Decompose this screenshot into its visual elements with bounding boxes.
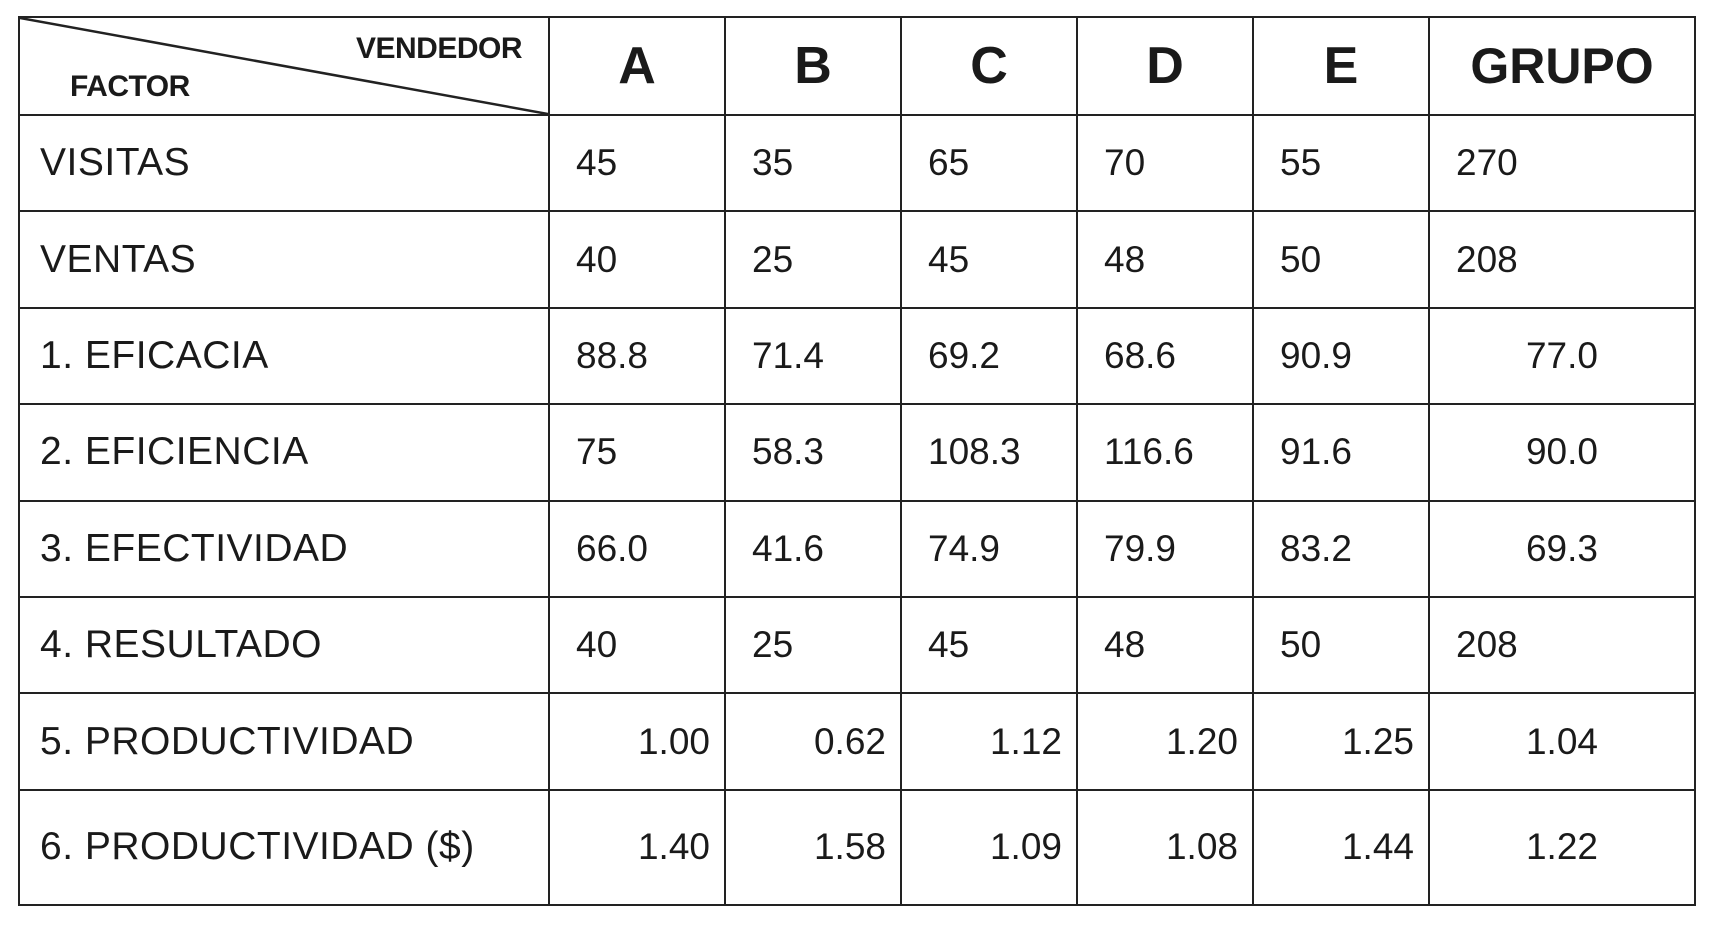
row-label: 1. EFICACIA [19,308,549,404]
table-row [19,693,1695,789]
table-cell: 116.6 [1077,404,1253,500]
table-row [19,790,1695,905]
table-cell: 50 [1253,597,1429,693]
table-cell: 90.0 [1429,404,1695,500]
column-header-d: D [1077,17,1253,115]
row-label: VISITAS [19,115,549,211]
table-row [19,597,1695,693]
table-row [19,404,1695,500]
table-cell: 55 [1253,115,1429,211]
table-cell: 58.3 [725,404,901,500]
table-cell: 1.00 [549,693,725,789]
table-cell: 74.9 [901,501,1077,597]
table-cell: 1.40 [549,790,725,905]
factor-label: FACTOR [70,70,190,103]
table-cell: 77.0 [1429,308,1695,404]
row-label: 5. PRODUCTIVIDAD [19,693,549,789]
table-cell: 208 [1429,211,1695,307]
table-cell: 1.04 [1429,693,1695,789]
table-cell: 1.22 [1429,790,1695,905]
table-cell: 69.2 [901,308,1077,404]
table-cell: 41.6 [725,501,901,597]
table-cell: 71.4 [725,308,901,404]
table-cell: 48 [1077,597,1253,693]
table-cell: 91.6 [1253,404,1429,500]
table-cell: 50 [1253,211,1429,307]
table-cell: 75 [549,404,725,500]
row-label: 3. EFECTIVIDAD [19,501,549,597]
table-row [19,211,1695,307]
row-label: 2. EFICIENCIA [19,404,549,500]
table-cell: 90.9 [1253,308,1429,404]
column-header-c: C [901,17,1077,115]
table-cell: 1.20 [1077,693,1253,789]
table-cell: 40 [549,211,725,307]
table-cell: 68.6 [1077,308,1253,404]
table-cell: 45 [901,597,1077,693]
table-cell: 1.25 [1253,693,1429,789]
table-row [19,308,1695,404]
row-label: 4. RESULTADO [19,597,549,693]
table-cell: 1.12 [901,693,1077,789]
table-cell: 35 [725,115,901,211]
table-cell: 0.62 [725,693,901,789]
table-cell: 48 [1077,211,1253,307]
table-cell: 208 [1429,597,1695,693]
table-cell: 25 [725,597,901,693]
table-cell: 108.3 [901,404,1077,500]
table-cell: 1.08 [1077,790,1253,905]
header-row [19,17,1695,115]
row-label: 6. PRODUCTIVIDAD ($) [19,790,549,905]
column-header-a: A [549,17,725,115]
table-cell: 40 [549,597,725,693]
table-cell: 79.9 [1077,501,1253,597]
table-cell: 1.58 [725,790,901,905]
table-row [19,115,1695,211]
column-header-grupo: GRUPO [1429,17,1695,115]
factor-table [18,16,1696,906]
table-cell: 1.44 [1253,790,1429,905]
table-cell: 88.8 [549,308,725,404]
table-cell: 45 [901,211,1077,307]
corner-header-cell [19,17,549,115]
column-header-e: E [1253,17,1429,115]
vendedor-label: VENDEDOR [355,32,522,65]
table-cell: 270 [1429,115,1695,211]
row-label: VENTAS [19,211,549,307]
table-cell: 66.0 [549,501,725,597]
table-cell: 70 [1077,115,1253,211]
table-row [19,501,1695,597]
table-cell: 83.2 [1253,501,1429,597]
table-cell: 25 [725,211,901,307]
table-cell: 65 [901,115,1077,211]
table-cell: 69.3 [1429,501,1695,597]
table-cell: 45 [549,115,725,211]
column-header-b: B [725,17,901,115]
table-cell: 1.09 [901,790,1077,905]
